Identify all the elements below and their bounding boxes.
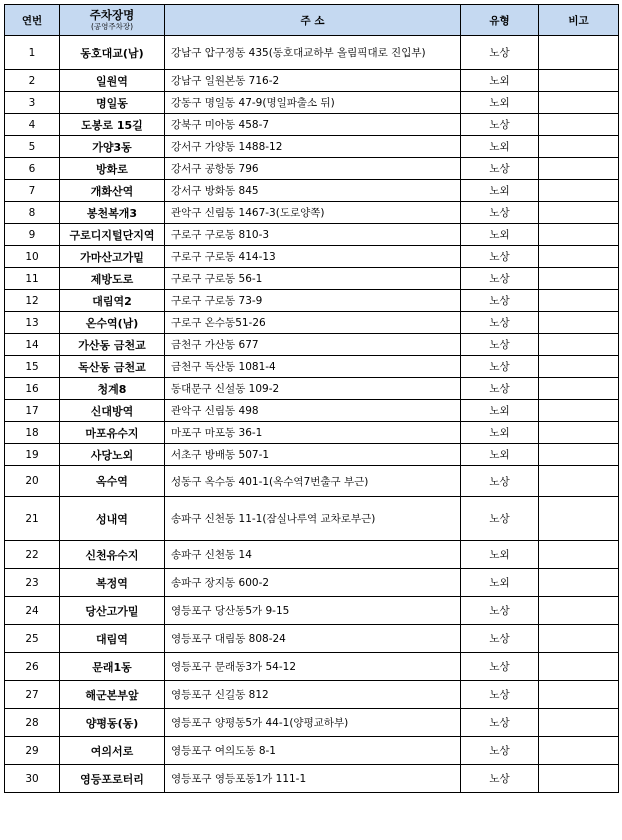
parking-lot-address: 관악구 신림동 1467-3(도로양쪽) <box>165 202 461 224</box>
table-body <box>5 36 619 793</box>
parking-lot-address: 서초구 방배동 507-1 <box>165 444 461 466</box>
parking-lot-note <box>539 653 619 681</box>
parking-lot-note <box>539 202 619 224</box>
parking-lot-address: 강서구 방화동 845 <box>165 180 461 202</box>
parking-lot-name: 마포유수지 <box>60 422 165 444</box>
table-row <box>5 180 619 202</box>
parking-lot-note <box>539 224 619 246</box>
parking-lot-address: 관악구 신림동 498 <box>165 400 461 422</box>
parking-lot-name: 영등포로터리 <box>60 765 165 793</box>
table-row <box>5 378 619 400</box>
parking-lot-type: 노외 <box>461 400 539 422</box>
parking-lot-address: 구로구 구로동 414-13 <box>165 246 461 268</box>
parking-lot-note <box>539 334 619 356</box>
parking-lot-note <box>539 497 619 541</box>
parking-lot-address: 강서구 공항동 796 <box>165 158 461 180</box>
table-row <box>5 444 619 466</box>
parking-lot-address: 구로구 구로동 73-9 <box>165 290 461 312</box>
parking-lot-type: 노외 <box>461 422 539 444</box>
parking-lot-type: 노상 <box>461 597 539 625</box>
row-number: 4 <box>5 114 60 136</box>
parking-lot-type: 노상 <box>461 268 539 290</box>
parking-lot-type: 노상 <box>461 466 539 497</box>
table-row <box>5 653 619 681</box>
parking-lot-address: 영등포구 영등포동1가 111-1 <box>165 765 461 793</box>
row-number: 25 <box>5 625 60 653</box>
parking-lot-address: 영등포구 여의도동 8-1 <box>165 737 461 765</box>
parking-lot-type: 노외 <box>461 180 539 202</box>
parking-lot-address: 영등포구 문래동3가 54-12 <box>165 653 461 681</box>
parking-lot-name: 해군본부앞 <box>60 681 165 709</box>
parking-lot-address: 강남구 일원본동 716-2 <box>165 70 461 92</box>
parking-lot-note <box>539 625 619 653</box>
table-row <box>5 114 619 136</box>
parking-lot-name: 대림역 <box>60 625 165 653</box>
parking-lot-note <box>539 597 619 625</box>
parking-lot-address: 영등포구 양평동5가 44-1(양평교하부) <box>165 709 461 737</box>
row-number: 22 <box>5 541 60 569</box>
table-row <box>5 36 619 70</box>
parking-lot-name: 복정역 <box>60 569 165 597</box>
parking-lot-type: 노상 <box>461 290 539 312</box>
row-number: 9 <box>5 224 60 246</box>
row-number: 2 <box>5 70 60 92</box>
parking-lot-note <box>539 681 619 709</box>
parking-lot-address: 구로구 온수동51-26 <box>165 312 461 334</box>
parking-lot-name: 옥수역 <box>60 466 165 497</box>
parking-lot-type: 노상 <box>461 334 539 356</box>
row-number: 28 <box>5 709 60 737</box>
parking-lot-address: 구로구 구로동 810-3 <box>165 224 461 246</box>
row-number: 20 <box>5 466 60 497</box>
parking-lot-address: 영등포구 대림동 808-24 <box>165 625 461 653</box>
header-name <box>60 5 165 36</box>
parking-lot-type: 노상 <box>461 202 539 224</box>
row-number: 3 <box>5 92 60 114</box>
row-number: 8 <box>5 202 60 224</box>
table-row <box>5 334 619 356</box>
row-number: 11 <box>5 268 60 290</box>
parking-lot-type: 노상 <box>461 246 539 268</box>
table-row <box>5 92 619 114</box>
parking-lot-name: 사당노외 <box>60 444 165 466</box>
parking-lot-name: 방화로 <box>60 158 165 180</box>
parking-lot-address: 강북구 미아동 458-7 <box>165 114 461 136</box>
parking-lot-note <box>539 136 619 158</box>
table-row <box>5 597 619 625</box>
table-row <box>5 422 619 444</box>
table-row <box>5 224 619 246</box>
parking-lot-note <box>539 356 619 378</box>
table-row <box>5 136 619 158</box>
parking-lot-type: 노상 <box>461 737 539 765</box>
table-row <box>5 466 619 497</box>
header-note: 비고 <box>539 5 619 36</box>
parking-lot-note <box>539 114 619 136</box>
parking-lot-name: 대림역2 <box>60 290 165 312</box>
parking-lot-address: 강서구 가양동 1488-12 <box>165 136 461 158</box>
parking-lot-name: 가마산고가밑 <box>60 246 165 268</box>
parking-lot-note <box>539 737 619 765</box>
parking-lot-note <box>539 290 619 312</box>
row-number: 29 <box>5 737 60 765</box>
parking-lot-type: 노외 <box>461 541 539 569</box>
parking-lot-type: 노상 <box>461 356 539 378</box>
parking-lot-address: 송파구 신천동 11-1(잠실나루역 교차로부근) <box>165 497 461 541</box>
parking-lot-type: 노상 <box>461 378 539 400</box>
parking-lot-type: 노상 <box>461 158 539 180</box>
parking-lot-note <box>539 569 619 597</box>
parking-lot-type: 노상 <box>461 625 539 653</box>
parking-lot-note <box>539 70 619 92</box>
row-number: 24 <box>5 597 60 625</box>
parking-lot-note <box>539 400 619 422</box>
table-row <box>5 158 619 180</box>
parking-lot-note <box>539 246 619 268</box>
parking-lot-name: 양평동(동) <box>60 709 165 737</box>
parking-lot-type: 노외 <box>461 136 539 158</box>
row-number: 30 <box>5 765 60 793</box>
parking-lot-type: 노외 <box>461 70 539 92</box>
row-number: 6 <box>5 158 60 180</box>
parking-lot-note <box>539 312 619 334</box>
table-row <box>5 541 619 569</box>
table-row <box>5 312 619 334</box>
parking-lot-type: 노외 <box>461 569 539 597</box>
parking-lot-address: 금천구 독산동 1081-4 <box>165 356 461 378</box>
row-number: 16 <box>5 378 60 400</box>
parking-lot-name: 구로디지털단지역 <box>60 224 165 246</box>
table-row <box>5 290 619 312</box>
table-row <box>5 246 619 268</box>
parking-lot-name: 가양3동 <box>60 136 165 158</box>
parking-lot-type: 노외 <box>461 92 539 114</box>
parking-lot-note <box>539 378 619 400</box>
row-number: 12 <box>5 290 60 312</box>
parking-lot-note <box>539 36 619 70</box>
table-row <box>5 202 619 224</box>
parking-lot-name: 가산동 금천교 <box>60 334 165 356</box>
table-row <box>5 737 619 765</box>
parking-lot-note <box>539 268 619 290</box>
parking-lot-note <box>539 541 619 569</box>
row-number: 17 <box>5 400 60 422</box>
parking-lot-name: 일원역 <box>60 70 165 92</box>
table-row <box>5 765 619 793</box>
parking-lot-note <box>539 466 619 497</box>
parking-lot-name: 여의서로 <box>60 737 165 765</box>
row-number: 27 <box>5 681 60 709</box>
parking-lot-address: 강동구 명일동 47-9(명일파출소 뒤) <box>165 92 461 114</box>
table-row <box>5 70 619 92</box>
parking-lot-type: 노외 <box>461 224 539 246</box>
parking-lot-name: 청계8 <box>60 378 165 400</box>
parking-lot-name: 봉천복개3 <box>60 202 165 224</box>
parking-lot-address: 성동구 옥수동 401-1(옥수역7번출구 부근) <box>165 466 461 497</box>
header-name-main: 주차장명 <box>89 8 135 22</box>
parking-lot-name: 문래1동 <box>60 653 165 681</box>
header-row <box>5 5 619 36</box>
header-name-sub: (공영주차장) <box>90 22 134 31</box>
table-row <box>5 569 619 597</box>
parking-lot-type: 노상 <box>461 681 539 709</box>
parking-lot-note <box>539 765 619 793</box>
table-header <box>5 5 619 36</box>
parking-lot-type: 노상 <box>461 497 539 541</box>
parking-lot-name: 온수역(남) <box>60 312 165 334</box>
parking-lot-name: 성내역 <box>60 497 165 541</box>
row-number: 14 <box>5 334 60 356</box>
parking-lot-note <box>539 158 619 180</box>
table-row <box>5 356 619 378</box>
row-number: 15 <box>5 356 60 378</box>
row-number: 7 <box>5 180 60 202</box>
parking-lot-note <box>539 444 619 466</box>
parking-lot-type: 노외 <box>461 444 539 466</box>
table-row <box>5 400 619 422</box>
parking-lot-note <box>539 92 619 114</box>
row-number: 21 <box>5 497 60 541</box>
header-address: 주 소 <box>165 5 461 36</box>
row-number: 10 <box>5 246 60 268</box>
parking-lot-note <box>539 709 619 737</box>
row-number: 18 <box>5 422 60 444</box>
row-number: 1 <box>5 36 60 70</box>
parking-lot-note <box>539 422 619 444</box>
table-row <box>5 709 619 737</box>
header-type: 유형 <box>461 5 539 36</box>
parking-lot-type: 노상 <box>461 114 539 136</box>
parking-lot-type: 노상 <box>461 765 539 793</box>
row-number: 26 <box>5 653 60 681</box>
parking-lot-name: 신천유수지 <box>60 541 165 569</box>
parking-lot-address: 강남구 압구정동 435(동호대교하부 올림픽대로 진입부) <box>165 36 461 70</box>
parking-lot-type: 노상 <box>461 709 539 737</box>
parking-lot-name: 당산고가밑 <box>60 597 165 625</box>
parking-lot-address: 마포구 마포동 36-1 <box>165 422 461 444</box>
table-row <box>5 268 619 290</box>
table-row <box>5 497 619 541</box>
parking-lot-type: 노상 <box>461 653 539 681</box>
row-number: 19 <box>5 444 60 466</box>
parking-lot-type: 노상 <box>461 36 539 70</box>
header-no: 연번 <box>5 5 60 36</box>
parking-lot-name: 제방도로 <box>60 268 165 290</box>
parking-lot-address: 영등포구 당산동5가 9-15 <box>165 597 461 625</box>
parking-lot-address: 송파구 장지동 600-2 <box>165 569 461 597</box>
parking-lot-name: 명일동 <box>60 92 165 114</box>
parking-lot-address: 구로구 구로동 56-1 <box>165 268 461 290</box>
parking-lot-address: 영등포구 신길동 812 <box>165 681 461 709</box>
parking-lot-name: 독산동 금천교 <box>60 356 165 378</box>
table-row <box>5 681 619 709</box>
parking-lot-name: 신대방역 <box>60 400 165 422</box>
parking-lot-type: 노상 <box>461 312 539 334</box>
row-number: 5 <box>5 136 60 158</box>
parking-lot-address: 금천구 가산동 677 <box>165 334 461 356</box>
parking-lot-name: 도봉로 15길 <box>60 114 165 136</box>
parking-lot-name: 개화산역 <box>60 180 165 202</box>
row-number: 13 <box>5 312 60 334</box>
row-number: 23 <box>5 569 60 597</box>
parking-lot-name: 동호대교(남) <box>60 36 165 70</box>
parking-lot-table <box>4 4 619 793</box>
parking-lot-note <box>539 180 619 202</box>
parking-lot-address: 동대문구 신설동 109-2 <box>165 378 461 400</box>
table-row <box>5 625 619 653</box>
parking-lot-address: 송파구 신천동 14 <box>165 541 461 569</box>
